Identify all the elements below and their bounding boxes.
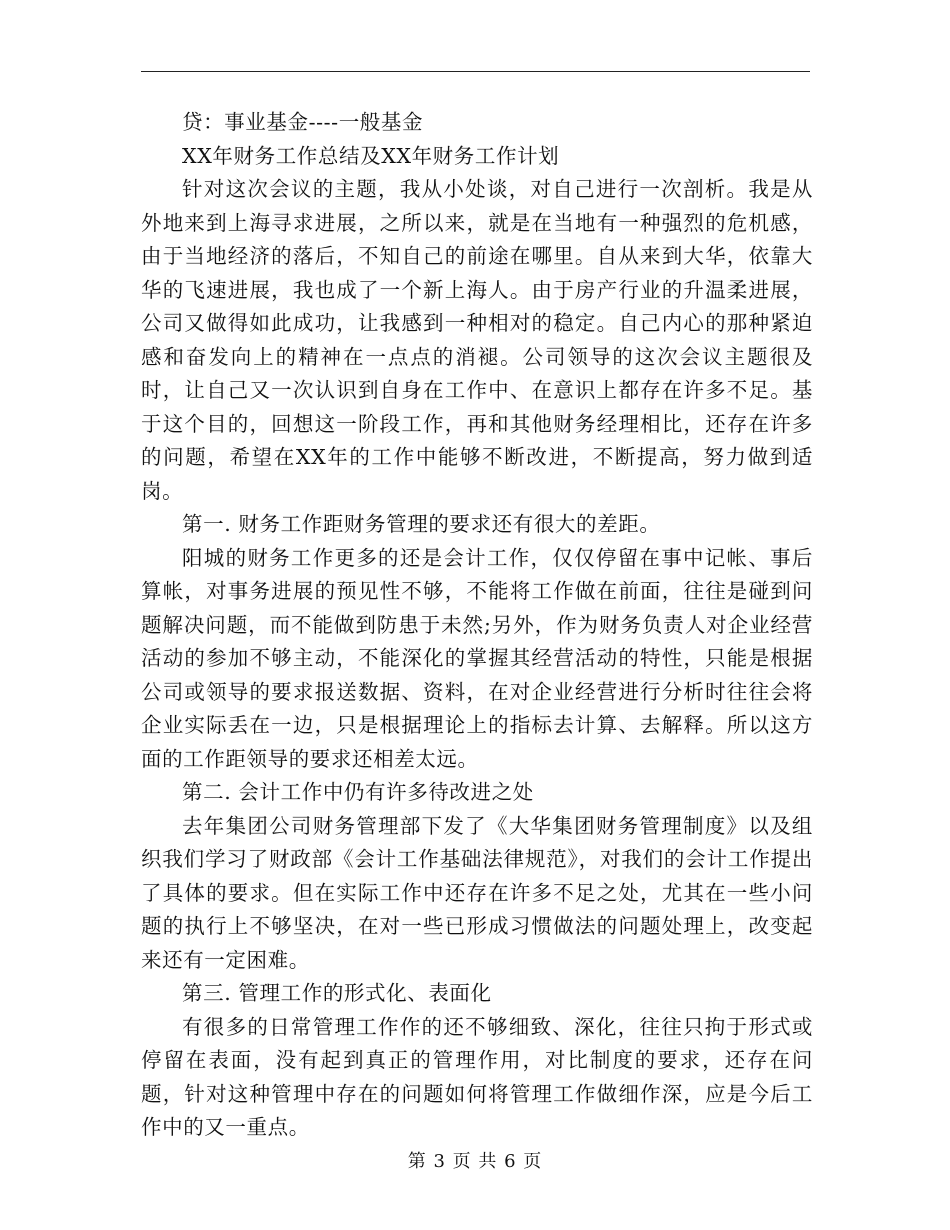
- paragraph-intro: 针对这次会议的主题，我从小处谈，对自己进行一次剖析。我是从外地来到上海寻求进展，之所以来，就是在当地有一种强烈的危机感，由于当地经济的落后，不知自己的前途在哪里。自从来到大华，依靠大华的飞速进展，我也成了一个新上海人。由于房产行业的升温柔进展，公司又做得如此成功，让我感到一种相对的稳定。自己内心的那种紧迫感和奋发向上的精神在一点点的消褪。公司领导的这次会议主题很及时，让自己又一次认识到自身在工作中、在意识上都存在许多不足。基于这个目的，回想这一阶段工作，再和其他财务经理相比，还存在许多的问题，希望在XX年的工作中能够不断改进，不断提高，努力做到适岗。: [141, 177, 813, 503]
- section-heading-2: 第二. 会计工作中仍有许多待改进之处: [182, 780, 534, 804]
- paragraph-section-1: 阳城的财务工作更多的还是会计工作，仅仅停留在事中记帐、事后算帐，对事务进展的预见性不够，不能将工作做在前面，往往是碰到问题解决问题，而不能做到防患于未然;另外，作为财务负责人对企业经营活动的参加不够主动，不能深化的掌握其经营活动的特性，只能是根据公司或领导的要求报送数据、资料，在对企业经营进行分析时往往会将企业实际丢在一边，只是根据理论上的指标去计算、去解释。所以这方面的工作距领导的要求还相差太远。: [141, 545, 813, 771]
- section-heading-3: 第三. 管理工作的形式化、表面化: [182, 981, 492, 1005]
- section-heading-1: 第一. 财务工作距财务管理的要求还有很大的差距。: [182, 512, 661, 536]
- document-title: XX年财务工作总结及XX年财务工作计划: [182, 143, 560, 168]
- credit-line: 贷：事业基金----一般基金: [182, 110, 424, 134]
- paragraph-section-2: 去年集团公司财务管理部下发了《大华集团财务管理制度》以及组织我们学习了财政部《会计工作基础法律规范》，对我们的会计工作提出了具体的要求。但在实际工作中还存在许多不足之处，尤其在一些小问题的执行上不够坚决，在对一些已形成习惯做法的问题处理上，改变起来还有一定困难。: [141, 813, 813, 972]
- paragraph-section-3: 有很多的日常管理工作作的还不够细致、深化，往往只拘于形式或停留在表面，没有起到真正的管理作用，对比制度的要求，还存在问题，针对这种管理中存在的问题如何将管理工作做细作深，应是今后工作中的又一重点。: [141, 1014, 813, 1139]
- document-body: [141, 106, 813, 1145]
- header-rule: [141, 71, 810, 72]
- page-number: 第 3 页 共 6 页: [407, 1151, 543, 1172]
